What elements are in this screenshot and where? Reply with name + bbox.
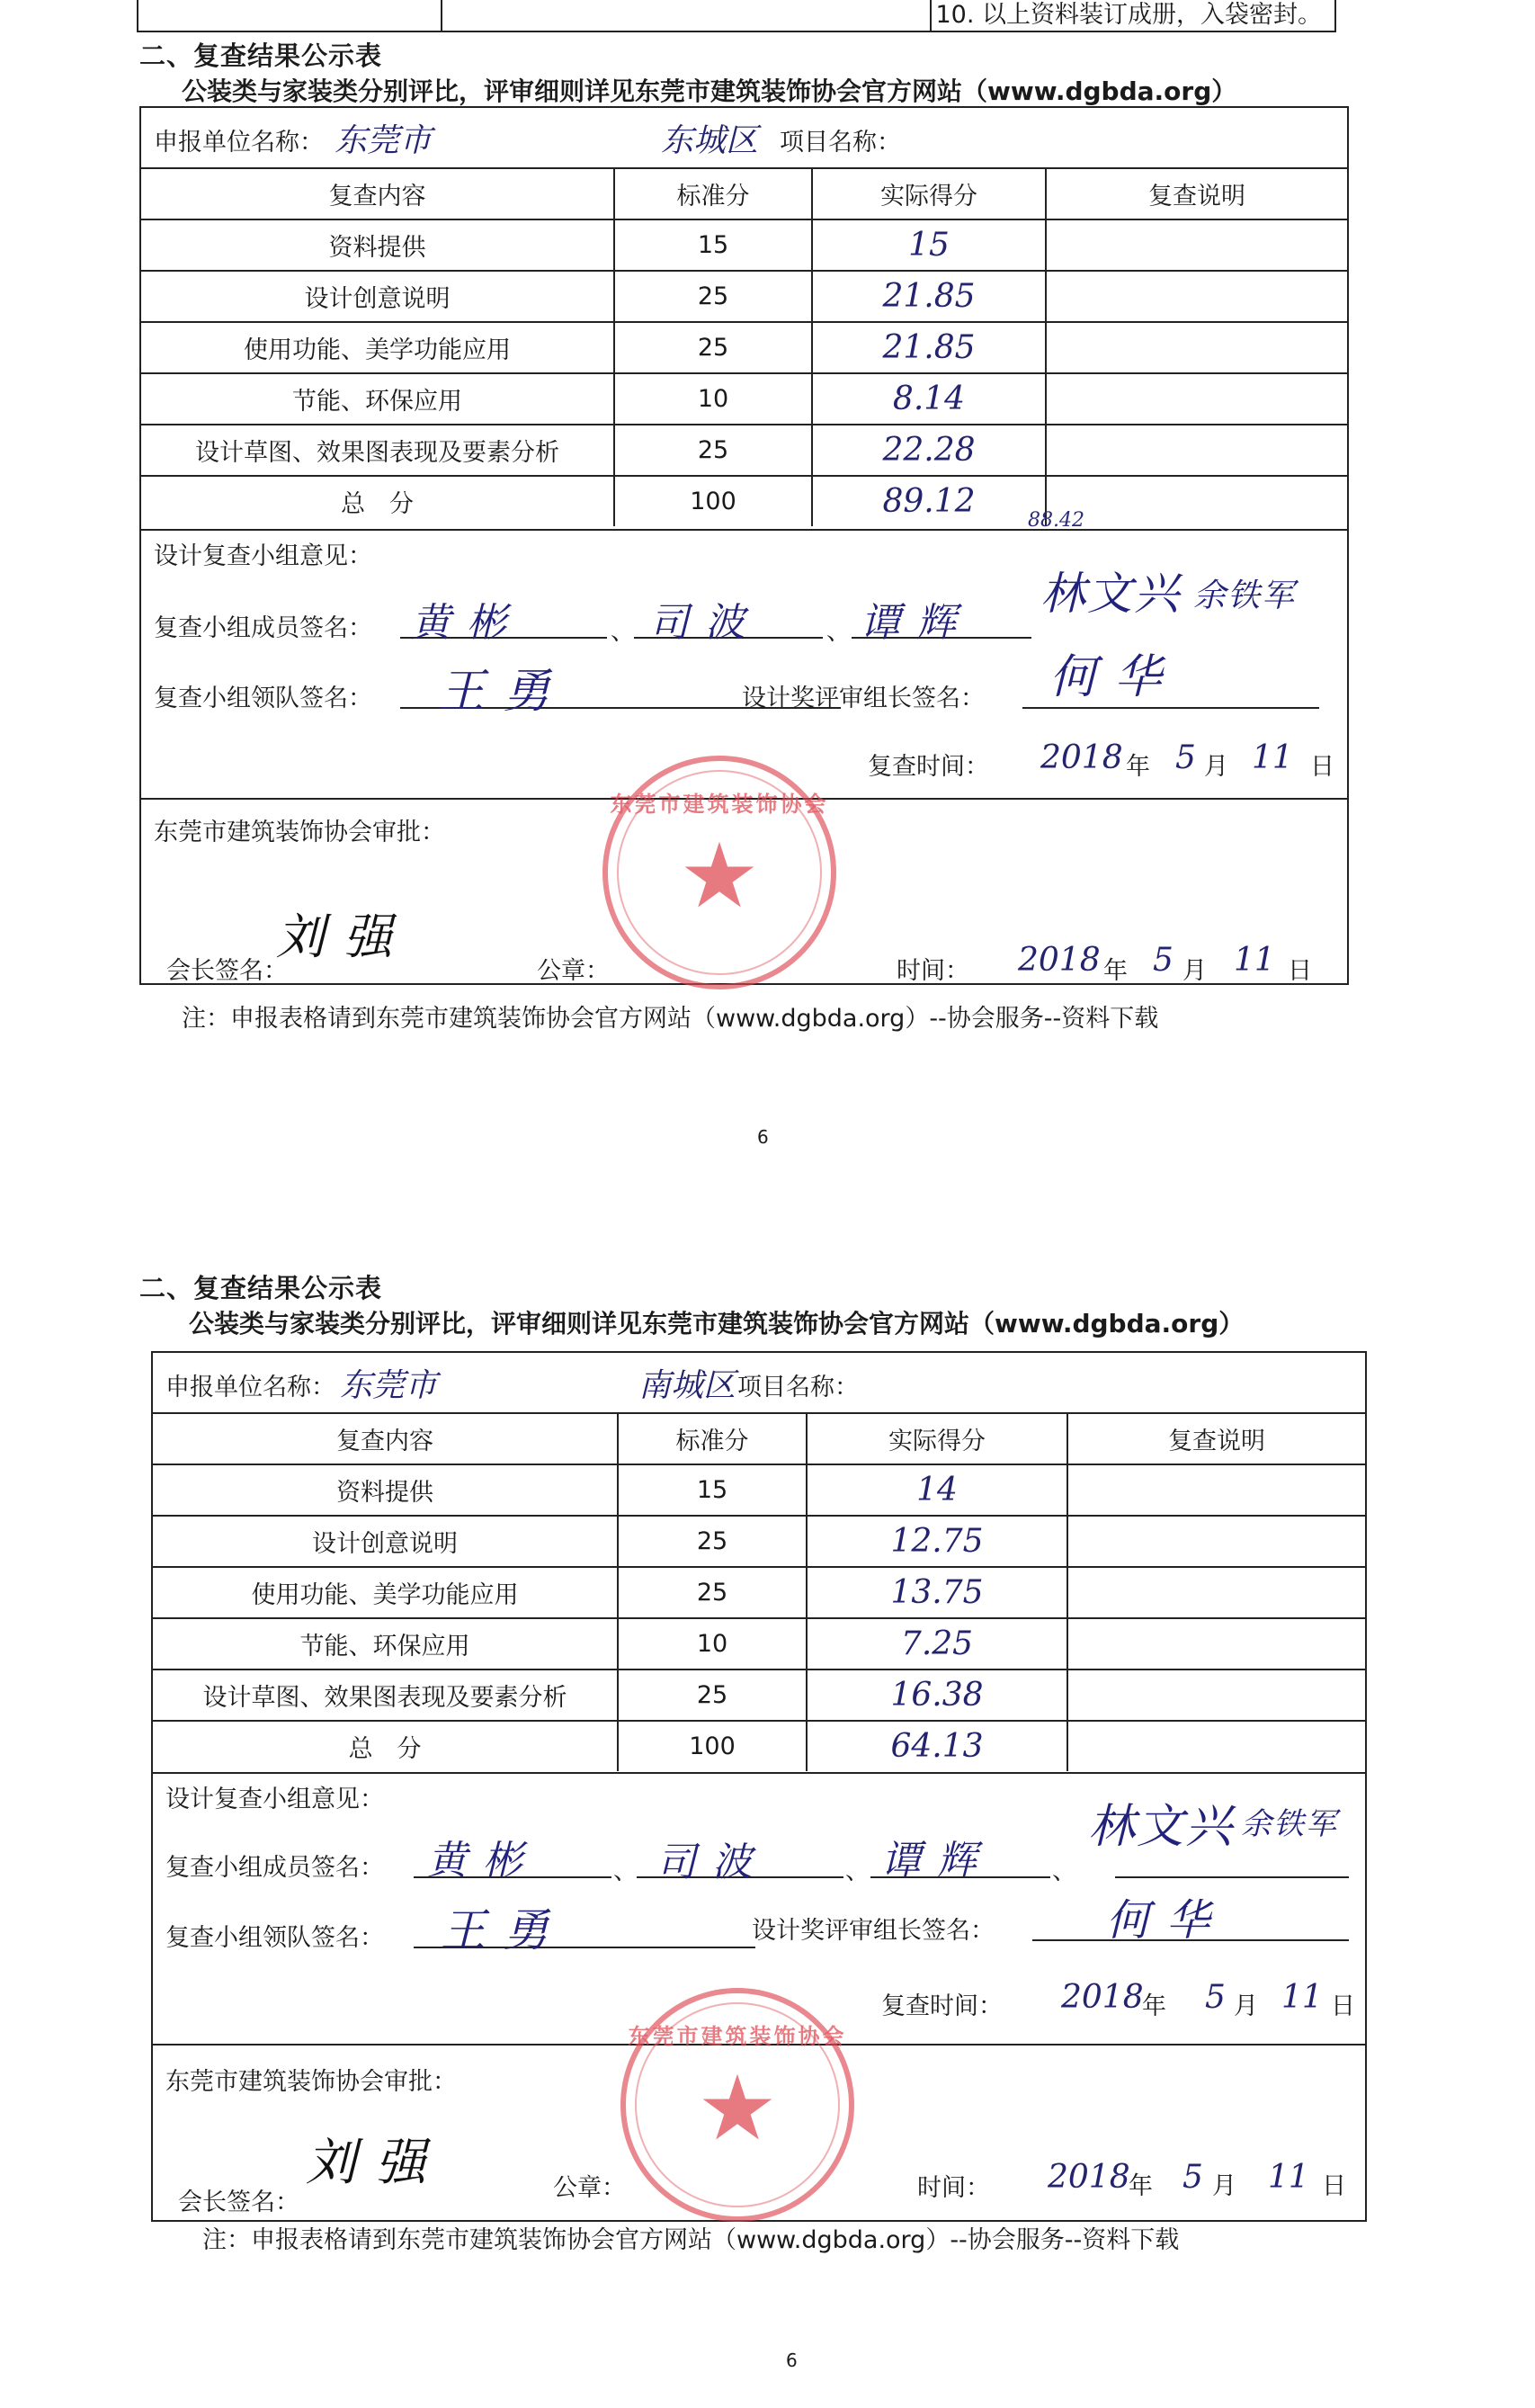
member-signature-4: 林文兴 [1088,1800,1235,1854]
total-score-extra: 88.42 [1028,509,1084,532]
table-row-total [153,1721,1365,1771]
approve-time-label: 时间： [897,957,969,985]
row-std: 25 [614,271,812,322]
row-std: 25 [614,322,812,373]
member-signature-5: 余铁军 [1241,1806,1338,1842]
section-title: 二、复查结果公示表 [139,40,383,71]
section-title: 二、复查结果公示表 [139,1273,383,1303]
row-score: 16.38 [890,1677,984,1714]
approve-day: 11 [1234,942,1275,979]
seal-text: 东莞市建筑装饰协会 [628,2024,847,2049]
row-score: 15 [908,227,950,264]
approve-label: 东莞市建筑装饰协会审批： [165,2068,457,2096]
review-month: 5 [1175,739,1196,776]
row-std: 25 [614,425,812,476]
row-item: 节能、环保应用 [153,1618,618,1669]
table-row [153,1567,1365,1618]
section-subtitle: 公装类与家装类分别评比，评审细则详见东莞市建筑装饰协会官方网站（www.dgbda.org） [189,1309,1245,1338]
row-note [1067,1464,1365,1516]
chief-label: 设计奖评审组长签名： [742,685,985,712]
table-row-total [141,476,1347,526]
row-item: 节能、环保应用 [141,373,614,425]
table-header-row [153,1413,1365,1464]
table-row [141,373,1347,425]
approve-month: 5 [1153,942,1174,979]
approve-day: 11 [1268,2159,1309,2196]
unit-label: 申报单位名称： [154,129,324,157]
members-label: 复查小组成员签名： [154,614,372,642]
col-std-header: 标准分 [618,1413,807,1464]
opinion-section: 设计复查小组意见： 复查小组成员签名： 、 、 黄 彬 司 波 谭 辉 林文兴 余铁军 复查小组领队签名： 王 勇 设计奖评审组长签名： 何 华 复查时间： 2018 年 5 月 11 日 [141,529,1347,800]
col-note-header: 复查说明 [1046,168,1347,219]
chief-signature: 何 华 [1049,650,1164,704]
chief-signature: 何 华 [1106,1895,1212,1946]
col-item-header: 复查内容 [141,168,614,219]
president-label: 会长签名： [166,957,288,985]
leader-label: 复查小组领队签名： [154,685,372,712]
table-row [141,322,1347,373]
row-score: 12.75 [890,1523,984,1560]
approve-time-label: 时间： [917,2174,990,2202]
seal-label: 公章： [537,957,610,985]
row-note [1067,1567,1365,1618]
row-item: 资料提供 [141,219,614,271]
score-table [141,167,1347,532]
row-note [1067,1618,1365,1669]
approve-year: 2018 [1048,2159,1130,2196]
row-note [1067,1516,1365,1567]
review-month: 5 [1205,1979,1226,2016]
row-note [1067,1721,1365,1771]
col-actual-header: 实际得分 [807,1413,1067,1464]
table-header-row [141,168,1347,219]
table-row [141,271,1347,322]
member-signature-3: 谭 辉 [881,1838,978,1884]
opinion-section: 设计复查小组意见： 复查小组成员签名： 、 、 、 黄 彬 司 波 谭 辉 林文兴 余铁军 复查小组领队签名： 王 勇 设计奖评审组长签名： 何 华 复查时间： 2018 年 5 月 11 日 [153,1772,1365,2045]
row-note [1046,476,1347,526]
row-score: 7.25 [900,1625,974,1662]
seal-label: 公章： [553,2174,626,2202]
opinion-label: 设计复查小组意见： [165,1786,384,1813]
star-icon: ★ [697,2055,778,2161]
row-score: 13.75 [890,1574,984,1611]
score-table [153,1412,1365,1771]
row-item: 总 分 [141,476,614,526]
leader-signature: 王 勇 [438,665,552,719]
row-std: 25 [618,1567,807,1618]
row-score: 14 [916,1472,958,1508]
section-subtitle: 公装类与家装类分别评比，评审细则详见东莞市建筑装饰协会官方网站（www.dgbda.org） [182,76,1237,106]
row-std: 15 [618,1464,807,1516]
row-score: 8.14 [892,380,966,417]
review-year: 2018 [1040,739,1123,776]
seal-text: 东莞市建筑装饰协会 [610,792,829,817]
member-signature-3: 谭 辉 [861,600,958,646]
member-signature-5: 余铁军 [1193,577,1297,614]
page-number: 6 [757,1126,769,1148]
row-item: 使用功能、美学功能应用 [141,322,614,373]
approval-section: 东莞市建筑装饰协会审批： 会长签名： 刘 强 公章： 时间： 2018 年 5 月 11 日 [153,2044,1365,2224]
official-seal [602,756,836,989]
previous-table-text: 10. 以上资料装订成册，入袋密封。 [935,1,1322,29]
footnote: 注：申报表格请到东莞市建筑装饰协会官方网站（www.dgbda.org）--协会服务--资料下载 [202,2226,1180,2254]
footnote: 注：申报表格请到东莞市建筑装饰协会官方网站（www.dgbda.org）--协会服务--资料下载 [182,1005,1159,1033]
table-row [141,219,1347,271]
applicant-row [141,108,1347,169]
members-label: 复查小组成员签名： [165,1854,384,1882]
col-note-header: 复查说明 [1067,1413,1365,1464]
member-signature-1: 黄 彬 [427,1838,524,1884]
row-note [1046,425,1347,476]
row-item: 总 分 [153,1721,618,1771]
approve-year: 2018 [1018,942,1101,979]
review-time-label: 复查时间： [881,1992,1003,2020]
unit-handwritten: 东莞市 [340,1367,438,1404]
chief-label: 设计奖评审组长签名： [752,1917,995,1945]
review-day: 11 [1252,739,1293,776]
col-item-header: 复查内容 [153,1413,618,1464]
row-note [1046,271,1347,322]
member-signature-2: 司 波 [649,600,746,646]
previous-table-tail [137,0,1336,32]
unit-handwritten-2: 东城区 [661,122,759,159]
row-std: 15 [614,219,812,271]
opinion-label: 设计复查小组意见： [154,542,372,570]
col-actual-header: 实际得分 [812,168,1046,219]
page-number: 6 [786,2350,798,2371]
member-signature-4: 林文兴 [1040,568,1181,620]
unit-handwritten-2: 南城区 [638,1367,736,1404]
table-row [153,1618,1365,1669]
official-seal [620,1988,854,2222]
star-icon: ★ [679,823,760,928]
member-signature-2: 司 波 [656,1840,754,1885]
unit-handwritten: 东莞市 [335,122,433,159]
table-row [141,425,1347,476]
total-score: 89.12 [882,483,976,520]
row-std: 25 [618,1516,807,1567]
row-item: 资料提供 [153,1464,618,1516]
row-note [1067,1669,1365,1721]
president-label: 会长签名： [178,2189,299,2216]
president-signature: 刘 强 [306,2134,428,2192]
table-row [153,1516,1365,1567]
president-signature: 刘 强 [276,909,395,965]
row-note [1046,322,1347,373]
table-row [153,1464,1365,1516]
row-item: 设计草图、效果图表现及要素分析 [153,1669,618,1721]
row-note [1046,219,1347,271]
leader-signature: 王 勇 [441,1904,550,1956]
row-score: 22.28 [882,432,976,469]
page-bottom [0,1241,1535,2408]
leader-label: 复查小组领队签名： [165,1924,384,1952]
row-std: 100 [614,476,812,526]
table-row [153,1669,1365,1721]
project-label: 项目名称： [737,1374,859,1401]
approve-label: 东莞市建筑装饰协会审批： [154,819,445,846]
row-std: 100 [618,1721,807,1771]
row-item: 使用功能、美学功能应用 [153,1567,618,1618]
total-score: 64.13 [890,1728,984,1765]
row-score: 21.85 [882,278,976,315]
row-score: 21.85 [882,329,976,366]
review-day: 11 [1281,1979,1323,2016]
unit-label: 申报单位名称： [165,1374,335,1401]
row-std: 25 [618,1669,807,1721]
row-note [1046,373,1347,425]
review-time-label: 复查时间： [868,753,989,781]
review-year: 2018 [1061,1979,1144,2016]
applicant-row [153,1353,1365,1414]
row-std: 10 [618,1618,807,1669]
row-item: 设计创意说明 [153,1516,618,1567]
row-item: 设计草图、效果图表现及要素分析 [141,425,614,476]
col-std-header: 标准分 [614,168,812,219]
row-std: 10 [614,373,812,425]
row-item: 设计创意说明 [141,271,614,322]
approve-month: 5 [1182,2159,1203,2196]
approval-section: 东莞市建筑装饰协会审批： 会长签名： 刘 强 公章： 时间： 2018 年 5 月 11 日 [141,798,1347,987]
member-signature-1: 黄 彬 [411,600,508,646]
project-label: 项目名称： [780,129,901,157]
